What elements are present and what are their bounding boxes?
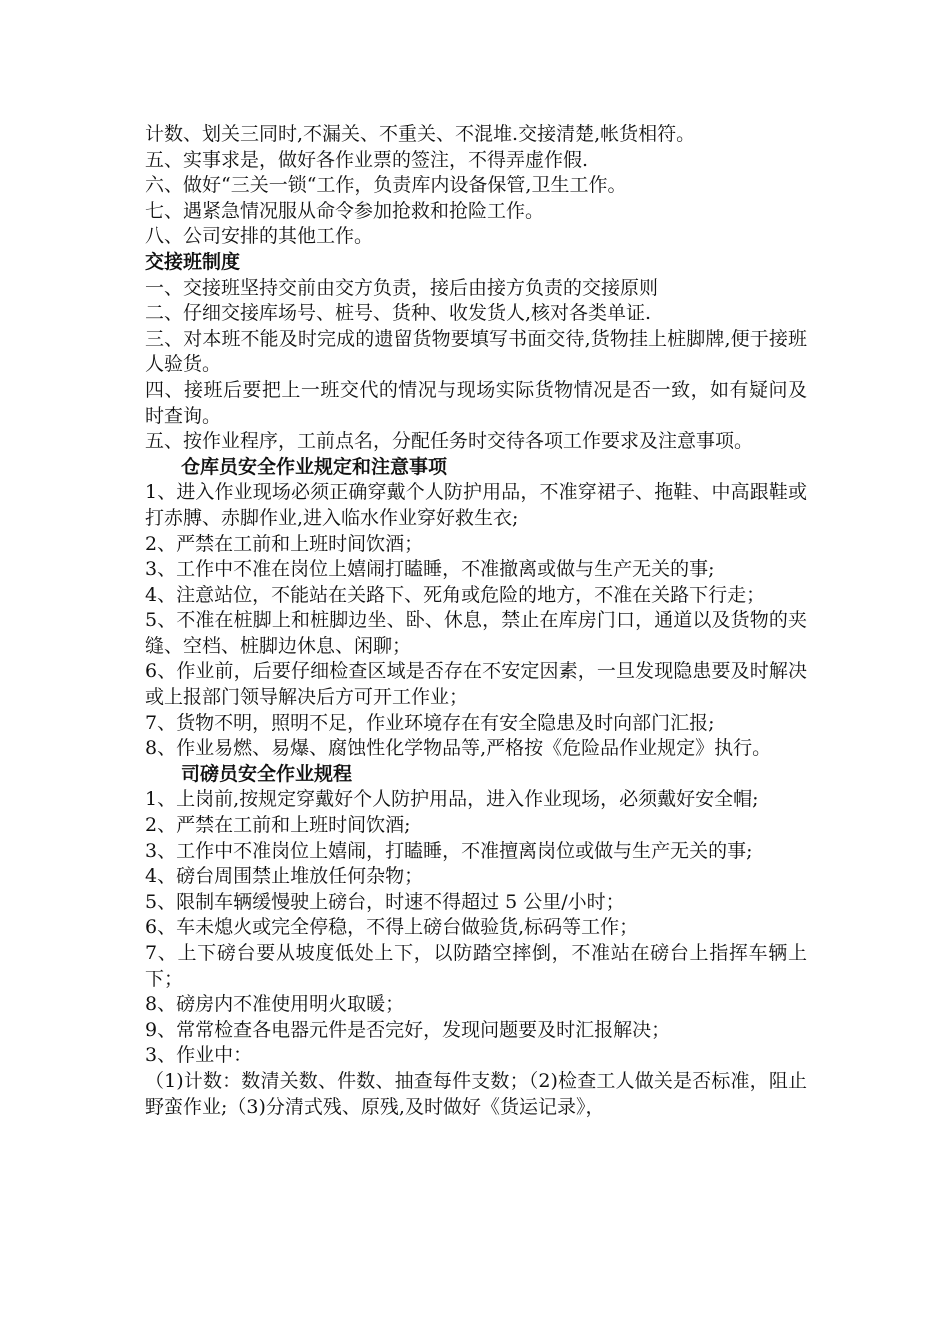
list-item: （1)计数：数清关数、件数、抽查每件支数；（2)检查工人做关是否标准，阻止野蛮作业;（3)分清式残、原残,及时做好《货运记录》，: [145, 1069, 807, 1118]
list-item: 4、注意站位，不能站在关路下、死角或危险的地方，不准在关路下行走；: [145, 583, 766, 606]
list-item: 6、车未熄火或完全停稳，不得上磅台做验货,标码等工作；: [145, 916, 639, 939]
list-item: 5、不准在桩脚上和桩脚边坐、卧、休息，禁止在库房门口，通道以及货物的夹缝、空档、桩脚边休息、闲聊；: [145, 609, 807, 657]
text-line: 八、公司安排的其他工作。: [145, 225, 374, 248]
list-item: 三、对本班不能及时完成的遗留货物要填写书面交待,货物挂上桩脚牌,便于接班人验货。: [145, 327, 807, 376]
list-item: 五、按作业程序，工前点名，分配任务时交待各项工作要求及注意事项。: [145, 430, 754, 453]
list-item: 8、磅房内不准使用明火取暖；: [145, 993, 405, 1016]
text-line: 五、实事求是，做好各作业票的签注，不得弄虚作假.: [145, 148, 589, 171]
section-heading-scale: 司磅员安全作业规程: [181, 762, 353, 785]
text-line: 七、遇紧急情况服从命令参加抢救和抢险工作。: [145, 199, 545, 222]
list-item: 2、严禁在工前和上班时间饮酒；: [145, 532, 424, 555]
document-page: [145, 122, 807, 1120]
list-item: 9、常常检查各电器元件是否完好，发现问题要及时汇报解决；: [145, 1018, 671, 1041]
list-item: 4、磅台周围禁止堆放任何杂物；: [145, 865, 424, 888]
list-item: 2、严禁在工前和上班时间饮酒;: [145, 814, 411, 837]
list-item: 8、作业易燃、易爆、腐蚀性化学物品等,严格按《危险品作业规定》执行。: [145, 737, 772, 760]
list-item: 四、接班后要把上一班交代的情况与现场实际货物情况是否一致，如有疑问及时查询。: [145, 378, 807, 427]
list-item: 3、工作中不准岗位上嬉闹，打瞌睡，不准擅离岗位或做与生产无关的事;: [145, 839, 753, 862]
text-line: 计数、划关三同时,不漏关、不重关、不混堆.交接清楚,帐货相符。: [145, 123, 696, 145]
list-item: 3、工作中不准在岗位上嬉闹打瞌睡，不准撤离或做与生产无关的事;: [145, 558, 715, 581]
list-item: 一、交接班坚持交前由交方负责，接后由接方负责的交接原则: [145, 276, 659, 299]
list-item: 5、限制车辆缓慢驶上磅台，时速不得超过 5 公里/小时；: [145, 890, 625, 913]
list-item: 6、作业前，后要仔细检查区域是否存在不安定因素，一旦发现隐患要及时解决或上报部门领导解决后方可开工作业；: [145, 660, 807, 709]
list-item: 1、进入作业现场必须正确穿戴个人防护用品，不准穿裙子、拖鞋、中高跟鞋或打赤膊、赤脚作业,进入临水作业穿好救生衣;: [145, 481, 807, 529]
section-heading-warehouse: 仓库员安全作业规定和注意事项: [181, 455, 448, 478]
list-item: 1、上岗前,按规定穿戴好个人防护用品，进入作业现场，必须戴好安全帽;: [145, 788, 759, 811]
text-line: 六、做好“三关一锁“工作，负责库内设备保管,卫生工作。: [145, 174, 627, 197]
list-item: 7、货物不明，照明不足，作业环境存在有安全隐患及时向部门汇报;: [145, 711, 715, 734]
list-item: 7、上下磅台要从坡度低处上下，以防踏空摔倒，不准站在磅台上指挥车辆上下；: [145, 942, 807, 990]
list-item: 3、作业中：: [145, 1044, 253, 1067]
list-item: 二、仔细交接库场号、桩号、货种、收发货人,核对各类单证.: [145, 302, 652, 325]
section-heading-handover: 交接班制度: [145, 250, 241, 273]
